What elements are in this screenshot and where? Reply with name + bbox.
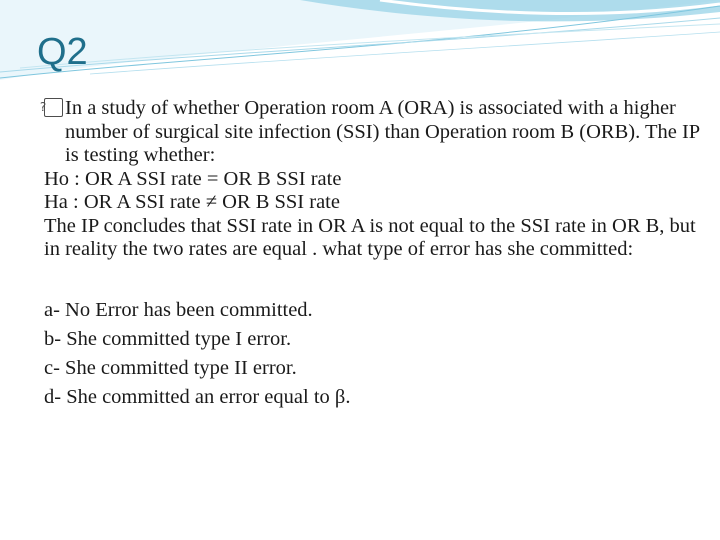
spacer <box>44 262 704 296</box>
answer-options <box>44 296 704 412</box>
slide-title: Q2 <box>37 31 88 73</box>
question-intro-text: In a study of whether Operation room A (ORA) is associated with a higher number of surgical site infection (SSI) than Operation room B (ORB). The IP is testing whether: <box>65 97 700 166</box>
question-conclusion: The IP concludes that SSI rate in OR A is not equal to the SSI rate in OR B, but in reality the two rates are equal . what type of error has she committed: <box>44 214 696 260</box>
answer-option-d: d- She committed an error equal to β. <box>44 385 351 408</box>
null-hypothesis: Ho : OR A SSI rate = OR B SSI rate <box>44 167 342 190</box>
answer-option-b: b- She committed type I error. <box>44 327 292 350</box>
alternative-hypothesis: Ha : OR A SSI rate ≠ OR B SSI rate <box>44 191 340 213</box>
question-intro-paragraph <box>44 97 704 168</box>
decorative-swoosh <box>0 0 720 110</box>
answer-option-c: c- She committed type II error. <box>44 356 297 379</box>
slide-content <box>44 97 704 412</box>
answer-option-a: a- No Error has been committed. <box>44 298 313 321</box>
missing-glyph-box-icon <box>44 98 63 117</box>
